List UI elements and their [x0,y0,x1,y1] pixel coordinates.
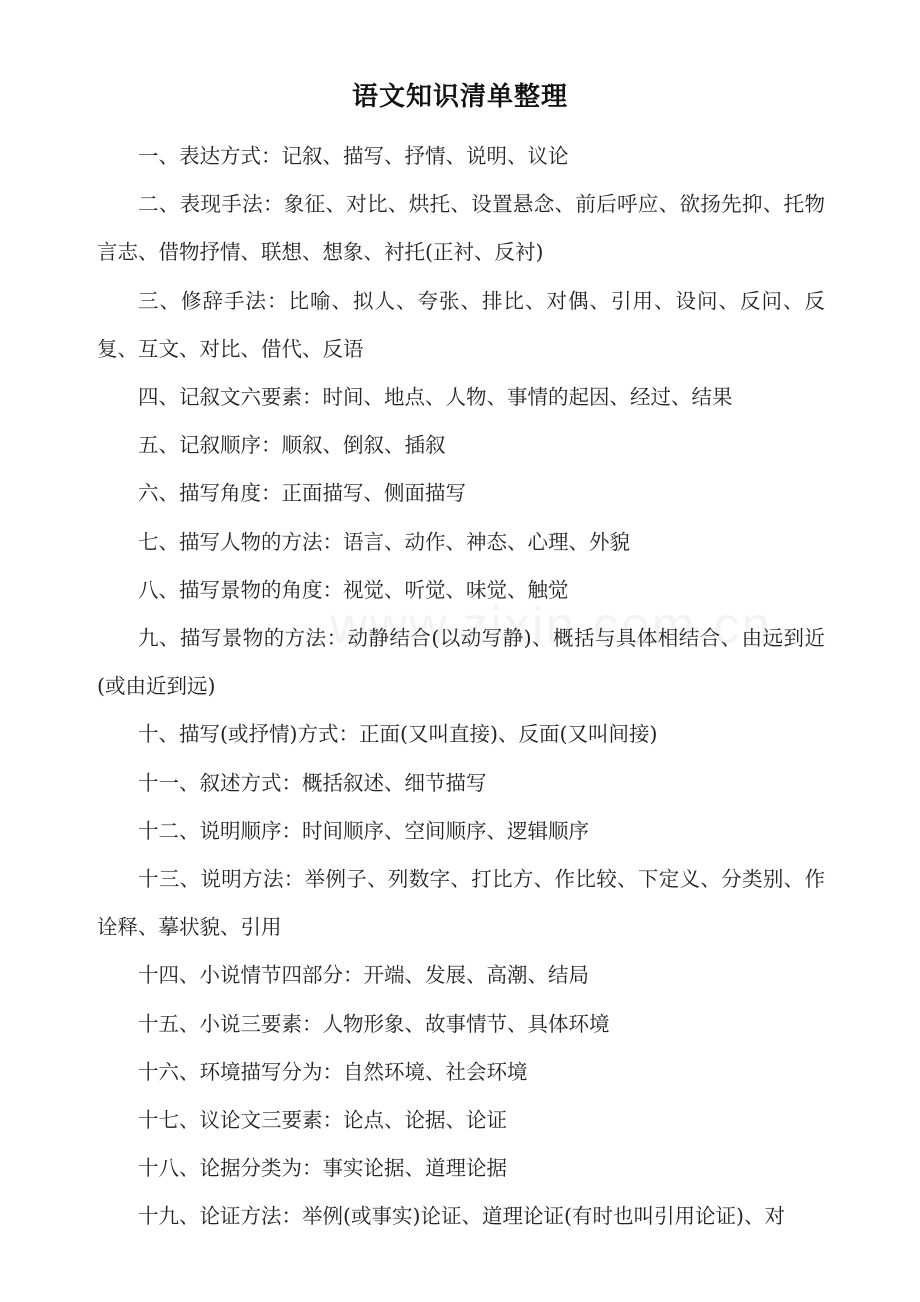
paragraph-1: 一、表达方式：记叙、描写、抒情、说明、议论 [138,144,569,168]
paragraph-10: 十、描写(或抒情)方式：正面(又叫直接)、反面(又叫间接) [138,722,658,747]
paragraph-6: 六、描写角度：正面描写、侧面描写 [138,481,466,506]
paragraph-7: 七、描写人物的方法：语言、动作、神态、心理、外貌 [138,529,630,554]
paragraph-14: 十四、小说情节四部分：开端、发展、高潮、结局 [138,963,589,988]
paragraph-5: 五、记叙顺序：顺叙、倒叙、插叙 [138,433,446,458]
paragraph-17: 十七、议论文三要素：论点、论据、论证 [138,1108,507,1133]
paragraph-19: 十九、论证方法：举例(或事实)论证、道理论证(有时也叫引用论证)、对 [138,1204,785,1229]
paragraph-2: 二、表现手法：象征、对比、烘托、设置悬念、前后呼应、欲扬先抑、托物言志、借物抒情、联想、想象、衬托(正衬、反衬) [97,192,825,265]
paragraph-15: 十五、小说三要素：人物形象、故事情节、具体环境 [138,1011,610,1036]
paragraph-4: 四、记叙文六要素：时间、地点、人物、事情的起因、经过、结果 [138,385,733,410]
paragraph-12: 十二、说明顺序：时间顺序、空间顺序、逻辑顺序 [138,818,589,843]
document-body [97,132,825,1241]
paragraph-18: 十八、论据分类为：事实论据、道理论据 [138,1156,507,1181]
document-title: 语文知识清单整理 [351,82,568,112]
paragraph-3: 三、修辞手法：比喻、拟人、夸张、排比、对偶、引用、设问、反问、反复、互文、对比、借代、反语 [97,288,825,361]
paragraph-9: 九、描写景物的方法：动静结合(以动写静)、概括与具体相结合、由远到近(或由近到远) [97,626,825,699]
paragraph-8: 八、描写景物的角度：视觉、听觉、味觉、触觉 [138,577,569,602]
paragraph-13: 十三、说明方法：举例子、列数字、打比方、作比较、下定义、分类别、作诠释、摹状貌、引用 [97,867,825,940]
paragraph-16: 十六、环境描写分为：自然环境、社会环境 [138,1059,528,1084]
paragraph-11: 十一、叙述方式：概括叙述、细节描写 [138,770,487,795]
